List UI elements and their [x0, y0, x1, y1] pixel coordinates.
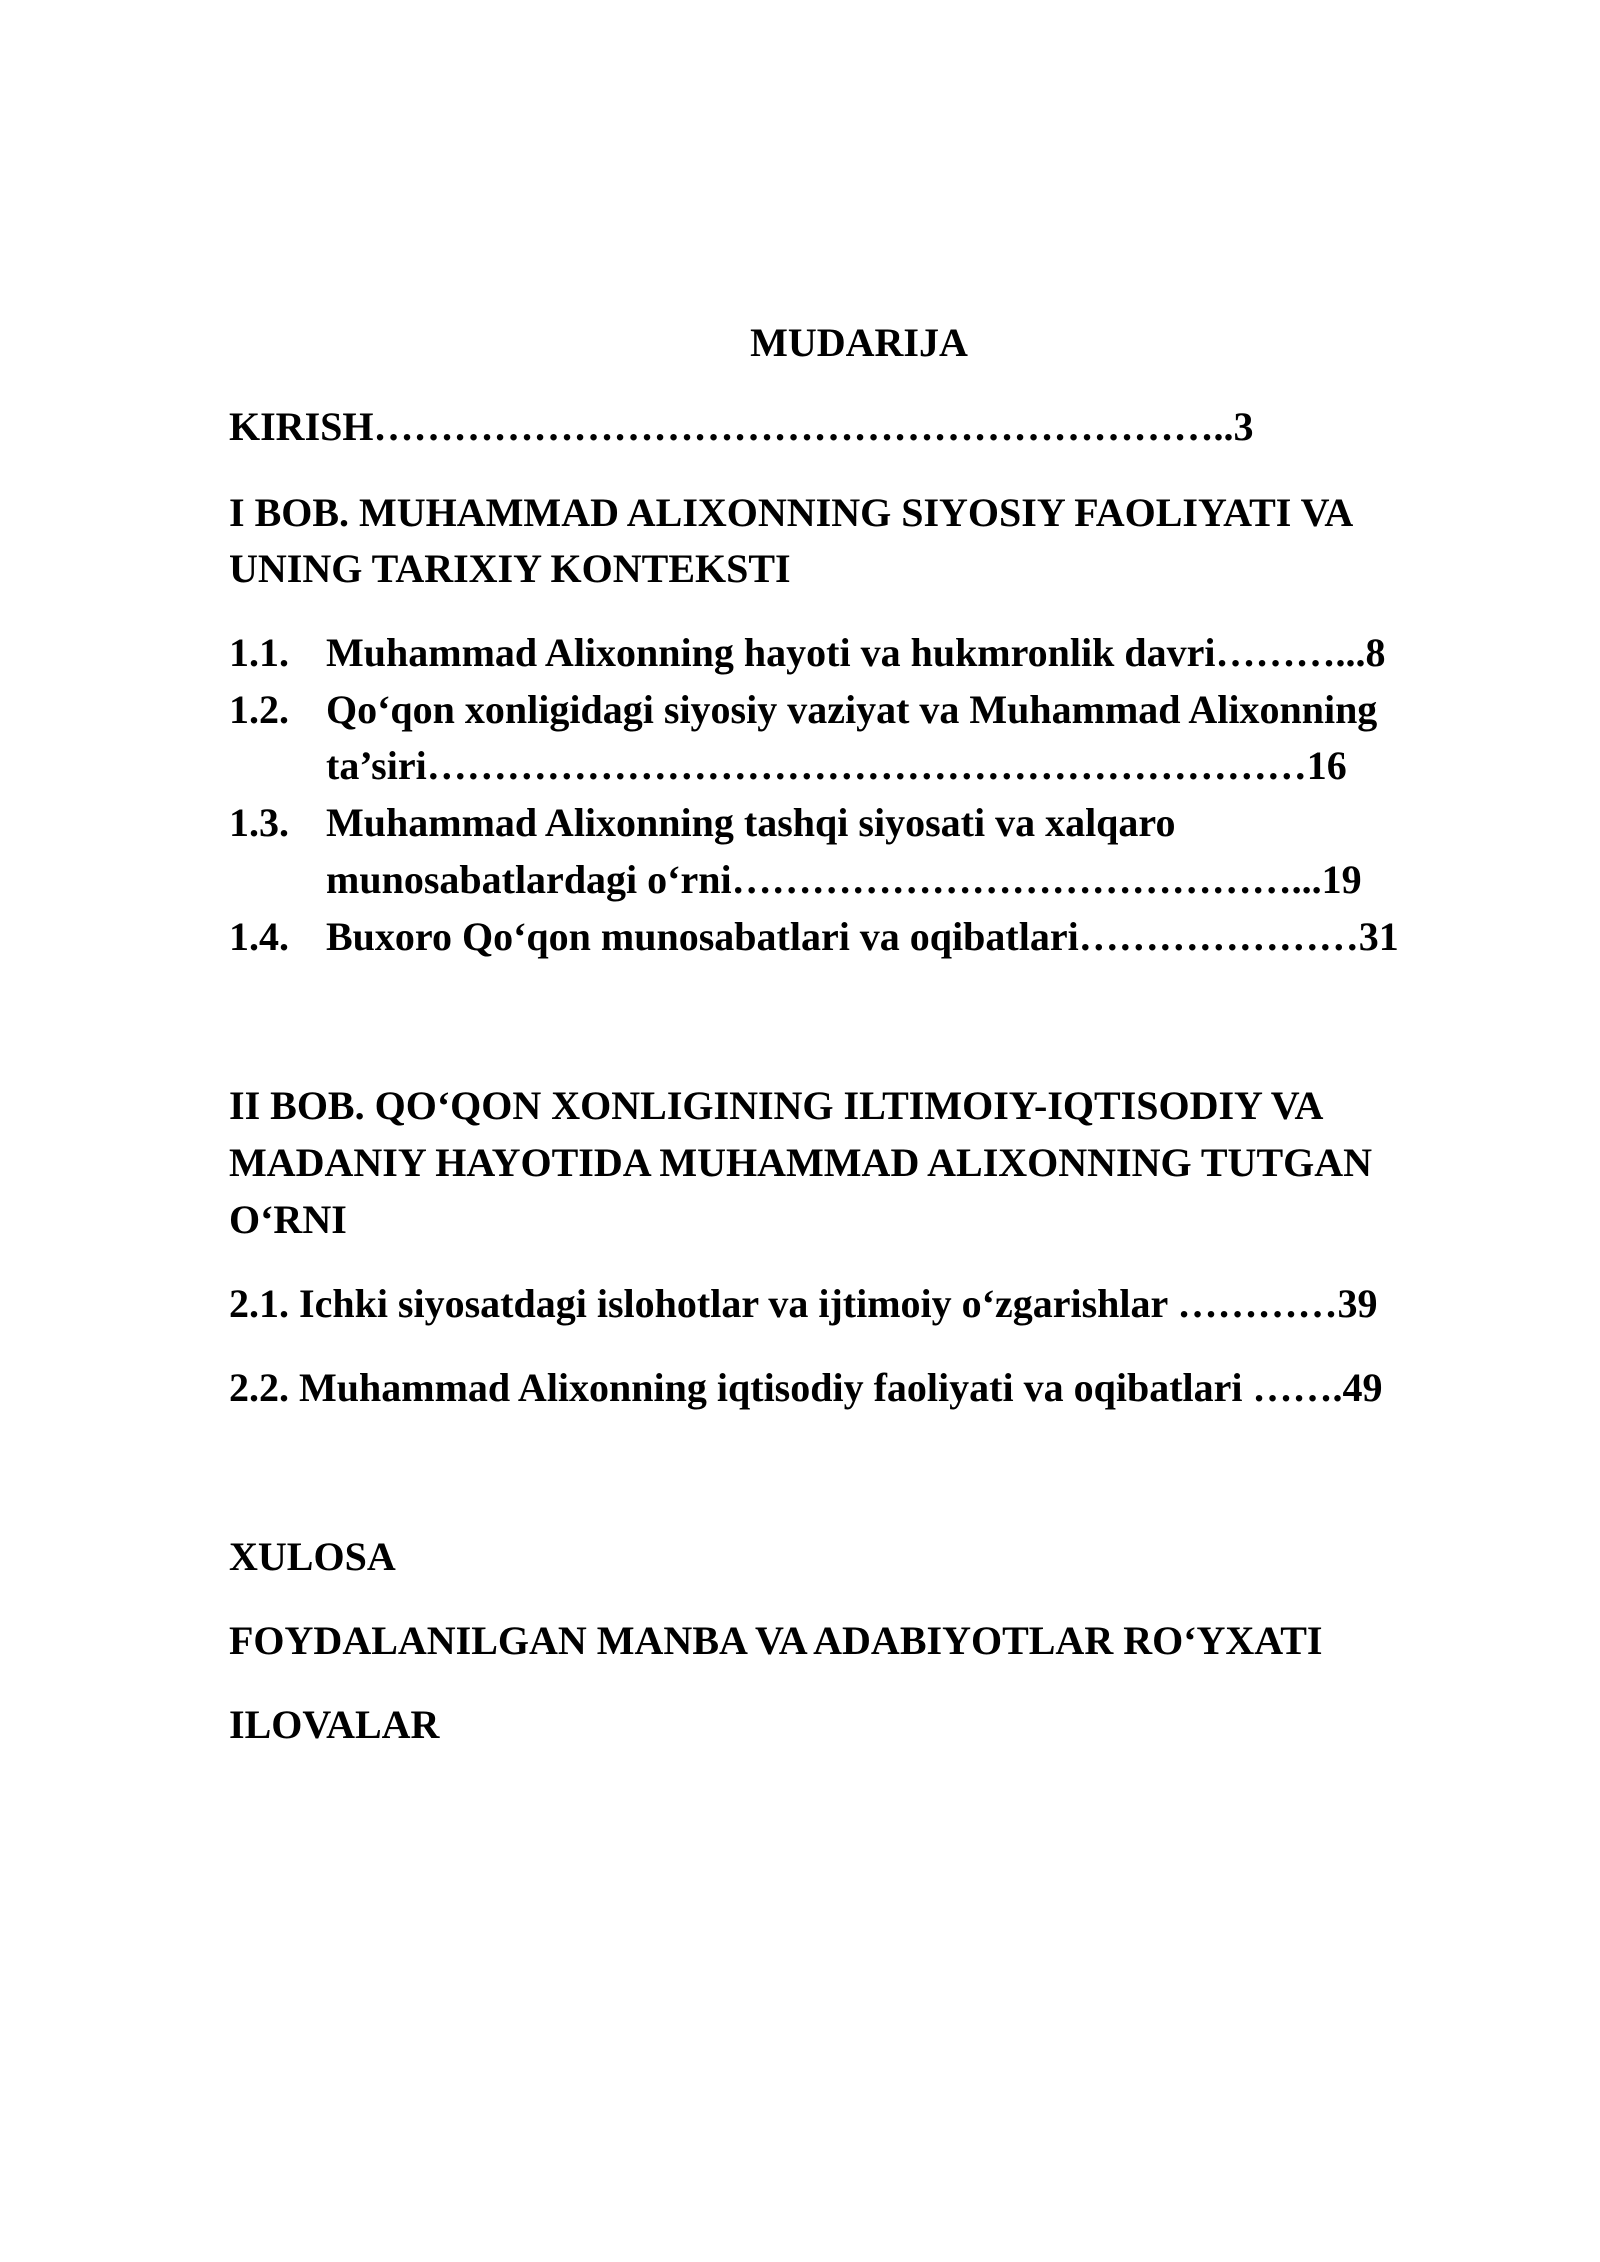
chapter-2-heading-line-3: O‘RNI: [229, 1197, 347, 1242]
section-1-2-text-line-2: ta’siri…………………………………………………………16: [326, 743, 1347, 788]
section-2-2: 2.2. Muhammad Alixonning iqtisodiy faoliyati va oqibatlari …….49: [229, 1365, 1383, 1410]
toc-title: MUDARIJA: [750, 320, 968, 365]
chapter-1-heading-line-2: UNING TARIXIY KONTEKSTI: [229, 546, 791, 591]
toc-entry-appendices: ILOVALAR: [229, 1702, 440, 1747]
section-1-4-number: 1.4.: [229, 914, 289, 959]
section-1-2-text-line-1: Qo‘qon xonligidagi siyosiy vaziyat va Muhammad Alixonning: [326, 687, 1378, 732]
chapter-1-heading-line-1: I BOB. MUHAMMAD ALIXONNING SIYOSIY FAOLIYATI VA: [229, 490, 1354, 535]
section-1-4-text: Buxoro Qo‘qon munosabatlari va oqibatlari…………………31: [326, 914, 1399, 959]
section-1-1-number: 1.1.: [229, 630, 289, 675]
toc-entry-references: FOYDALANILGAN MANBA VA ADABIYOTLAR RO‘YXATI: [229, 1618, 1323, 1663]
section-1-1-text: Muhammad Alixonning hayoti va hukmronlik davri………...8: [326, 630, 1386, 675]
section-1-3-text-line-2: munosabatlardagi o‘rni……………………………………...19: [326, 857, 1362, 902]
section-1-2-number: 1.2.: [229, 687, 289, 732]
toc-entry-conclusion: XULOSA: [229, 1534, 396, 1579]
chapter-2-heading-line-1: II BOB. QO‘QON XONLIGINING ILTIMOIY-IQTISODIY VA: [229, 1083, 1324, 1128]
section-1-3-text-line-1: Muhammad Alixonning tashqi siyosati va xalqaro: [326, 800, 1176, 845]
section-2-1: 2.1. Ichki siyosatdagi islohotlar va ijtimoiy o‘zgarishlar …………39: [229, 1281, 1378, 1326]
chapter-2-heading-line-2: MADANIY HAYOTIDA MUHAMMAD ALIXONNING TUTGAN: [229, 1140, 1373, 1185]
section-1-3-number: 1.3.: [229, 800, 289, 845]
toc-entry-introduction: KIRISH………………………………………………………..3: [229, 404, 1254, 449]
